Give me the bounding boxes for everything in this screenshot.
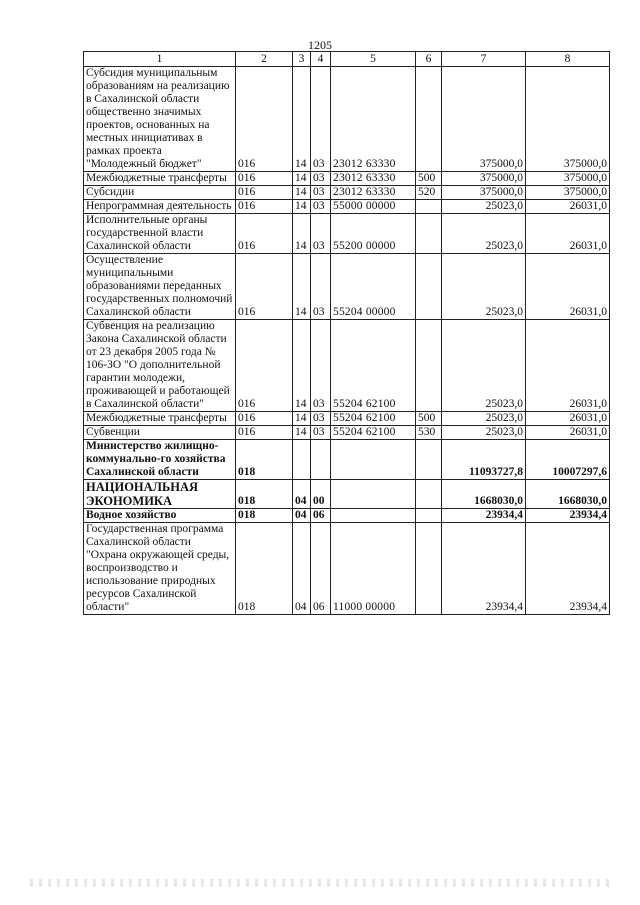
row-name: НАЦИОНАЛЬНАЯ ЭКОНОМИКА — [84, 480, 236, 509]
table-row — [84, 426, 610, 440]
header-col-5: 5 — [331, 52, 416, 67]
row-subsection: 00 — [311, 480, 331, 509]
row-section: 14 — [293, 186, 311, 200]
row-ministry-code: 016 — [236, 412, 293, 426]
row-name: Водное хозяйство — [84, 509, 236, 523]
row-ministry-code: 016 — [236, 320, 293, 412]
header-col-7: 7 — [442, 52, 526, 67]
row-ministry-code: 016 — [236, 200, 293, 214]
table-row — [84, 509, 610, 523]
row-name: Государственная программа Сахалинской области "Охрана окружающей среды, воспроизводство и использование природных ресурсов Сахалинской области" — [84, 523, 236, 615]
row-amount-year1: 25023,0 — [442, 320, 526, 412]
row-amount-year2: 23934,4 — [526, 523, 610, 615]
row-ministry-code: 016 — [236, 214, 293, 254]
row-amount-year1: 375000,0 — [442, 186, 526, 200]
budget-table — [83, 51, 610, 615]
table-row — [84, 320, 610, 412]
row-expense-type — [416, 523, 442, 615]
scan-noise — [30, 879, 610, 887]
table-row — [84, 200, 610, 214]
row-amount-year1: 25023,0 — [442, 426, 526, 440]
row-subsection: 03 — [311, 254, 331, 320]
row-amount-year1: 23934,4 — [442, 523, 526, 615]
row-amount-year1: 11093727,8 — [442, 440, 526, 480]
row-expense-type — [416, 440, 442, 480]
row-expense-type: 500 — [416, 412, 442, 426]
row-target-article: 23012 63330 — [331, 186, 416, 200]
row-target-article: 55204 62100 — [331, 320, 416, 412]
row-subsection — [311, 440, 331, 480]
row-subsection: 03 — [311, 412, 331, 426]
row-amount-year1: 23934,4 — [442, 509, 526, 523]
row-section: 04 — [293, 509, 311, 523]
header-col-2: 2 — [236, 52, 293, 67]
row-name: Исполнительные органы государственной власти Сахалинской области — [84, 214, 236, 254]
header-col-6: 6 — [416, 52, 442, 67]
row-target-article — [331, 480, 416, 509]
row-section: 14 — [293, 214, 311, 254]
row-amount-year2: 375000,0 — [526, 172, 610, 186]
row-target-article — [331, 509, 416, 523]
row-name: Министерство жилищно-коммунально-го хозяйства Сахалинской области — [84, 440, 236, 480]
row-amount-year2: 375000,0 — [526, 67, 610, 172]
row-section — [293, 440, 311, 480]
row-section: 14 — [293, 67, 311, 172]
header-col-8: 8 — [526, 52, 610, 67]
row-ministry-code: 016 — [236, 426, 293, 440]
row-ministry-code: 016 — [236, 186, 293, 200]
row-subsection: 03 — [311, 200, 331, 214]
row-section: 14 — [293, 426, 311, 440]
row-section: 04 — [293, 480, 311, 509]
row-target-article: 55200 00000 — [331, 214, 416, 254]
row-amount-year2: 10007297,6 — [526, 440, 610, 480]
row-ministry-code: 018 — [236, 440, 293, 480]
row-ministry-code: 016 — [236, 67, 293, 172]
row-expense-type: 500 — [416, 172, 442, 186]
table-row — [84, 412, 610, 426]
row-amount-year2: 26031,0 — [526, 214, 610, 254]
row-target-article — [331, 440, 416, 480]
row-expense-type: 530 — [416, 426, 442, 440]
row-amount-year1: 25023,0 — [442, 412, 526, 426]
row-target-article: 23012 63330 — [331, 67, 416, 172]
row-name: Межбюджетные трансферты — [84, 172, 236, 186]
row-expense-type: 520 — [416, 186, 442, 200]
row-section: 04 — [293, 523, 311, 615]
table-row — [84, 186, 610, 200]
row-subsection: 03 — [311, 214, 331, 254]
row-section: 14 — [293, 172, 311, 186]
row-section: 14 — [293, 412, 311, 426]
row-subsection: 06 — [311, 509, 331, 523]
row-amount-year1: 1668030,0 — [442, 480, 526, 509]
row-section: 14 — [293, 320, 311, 412]
table-row — [84, 67, 610, 172]
row-amount-year2: 26031,0 — [526, 200, 610, 214]
row-name: Осуществление муниципальными образованиями переданных государственных полномочий Сахалинской области — [84, 254, 236, 320]
row-name: Непрограммная деятельность — [84, 200, 236, 214]
row-expense-type — [416, 320, 442, 412]
row-name: Субвенция на реализацию Закона Сахалинской области от 23 декабря 2005 года № 106-ЗО "О дополнительной гарантии молодежи, проживающей и работающей в Сахалинской области" — [84, 320, 236, 412]
row-amount-year2: 26031,0 — [526, 412, 610, 426]
table-row — [84, 172, 610, 186]
row-section: 14 — [293, 254, 311, 320]
row-subsection: 03 — [311, 67, 331, 172]
header-col-4: 4 — [311, 52, 331, 67]
header-col-1: 1 — [84, 52, 236, 67]
row-section: 14 — [293, 200, 311, 214]
row-target-article: 23012 63330 — [331, 172, 416, 186]
row-amount-year1: 375000,0 — [442, 67, 526, 172]
row-ministry-code: 016 — [236, 172, 293, 186]
row-amount-year2: 26031,0 — [526, 426, 610, 440]
row-expense-type — [416, 200, 442, 214]
row-amount-year2: 26031,0 — [526, 320, 610, 412]
table-row — [84, 214, 610, 254]
row-amount-year1: 375000,0 — [442, 172, 526, 186]
row-amount-year2: 26031,0 — [526, 254, 610, 320]
row-amount-year1: 25023,0 — [442, 214, 526, 254]
table-header-row — [84, 52, 610, 67]
row-expense-type — [416, 214, 442, 254]
row-ministry-code: 016 — [236, 254, 293, 320]
table-row — [84, 523, 610, 615]
row-ministry-code: 018 — [236, 523, 293, 615]
row-name: Субвенции — [84, 426, 236, 440]
row-expense-type — [416, 509, 442, 523]
row-amount-year2: 23934,4 — [526, 509, 610, 523]
page-number: 1205 — [308, 38, 332, 52]
row-name: Межбюджетные трансферты — [84, 412, 236, 426]
row-subsection: 03 — [311, 186, 331, 200]
row-subsection: 06 — [311, 523, 331, 615]
row-ministry-code: 018 — [236, 480, 293, 509]
row-name: Субсидии — [84, 186, 236, 200]
row-amount-year2: 375000,0 — [526, 186, 610, 200]
header-col-3: 3 — [293, 52, 311, 67]
table-row — [84, 480, 610, 509]
table-row — [84, 254, 610, 320]
row-target-article: 55204 00000 — [331, 254, 416, 320]
row-target-article: 11000 00000 — [331, 523, 416, 615]
row-target-article: 55204 62100 — [331, 426, 416, 440]
row-amount-year2: 1668030,0 — [526, 480, 610, 509]
row-subsection: 03 — [311, 172, 331, 186]
row-expense-type — [416, 67, 442, 172]
row-subsection: 03 — [311, 426, 331, 440]
table-row — [84, 440, 610, 480]
row-subsection: 03 — [311, 320, 331, 412]
row-name: Субсидия муниципальным образованиям на реализацию в Сахалинской области общественно значимых проектов, основанных на местных инициативах в рамках проекта "Молодежный бюджет" — [84, 67, 236, 172]
row-expense-type — [416, 254, 442, 320]
row-ministry-code: 018 — [236, 509, 293, 523]
row-expense-type — [416, 480, 442, 509]
row-target-article: 55000 00000 — [331, 200, 416, 214]
row-amount-year1: 25023,0 — [442, 200, 526, 214]
row-amount-year1: 25023,0 — [442, 254, 526, 320]
row-target-article: 55204 62100 — [331, 412, 416, 426]
